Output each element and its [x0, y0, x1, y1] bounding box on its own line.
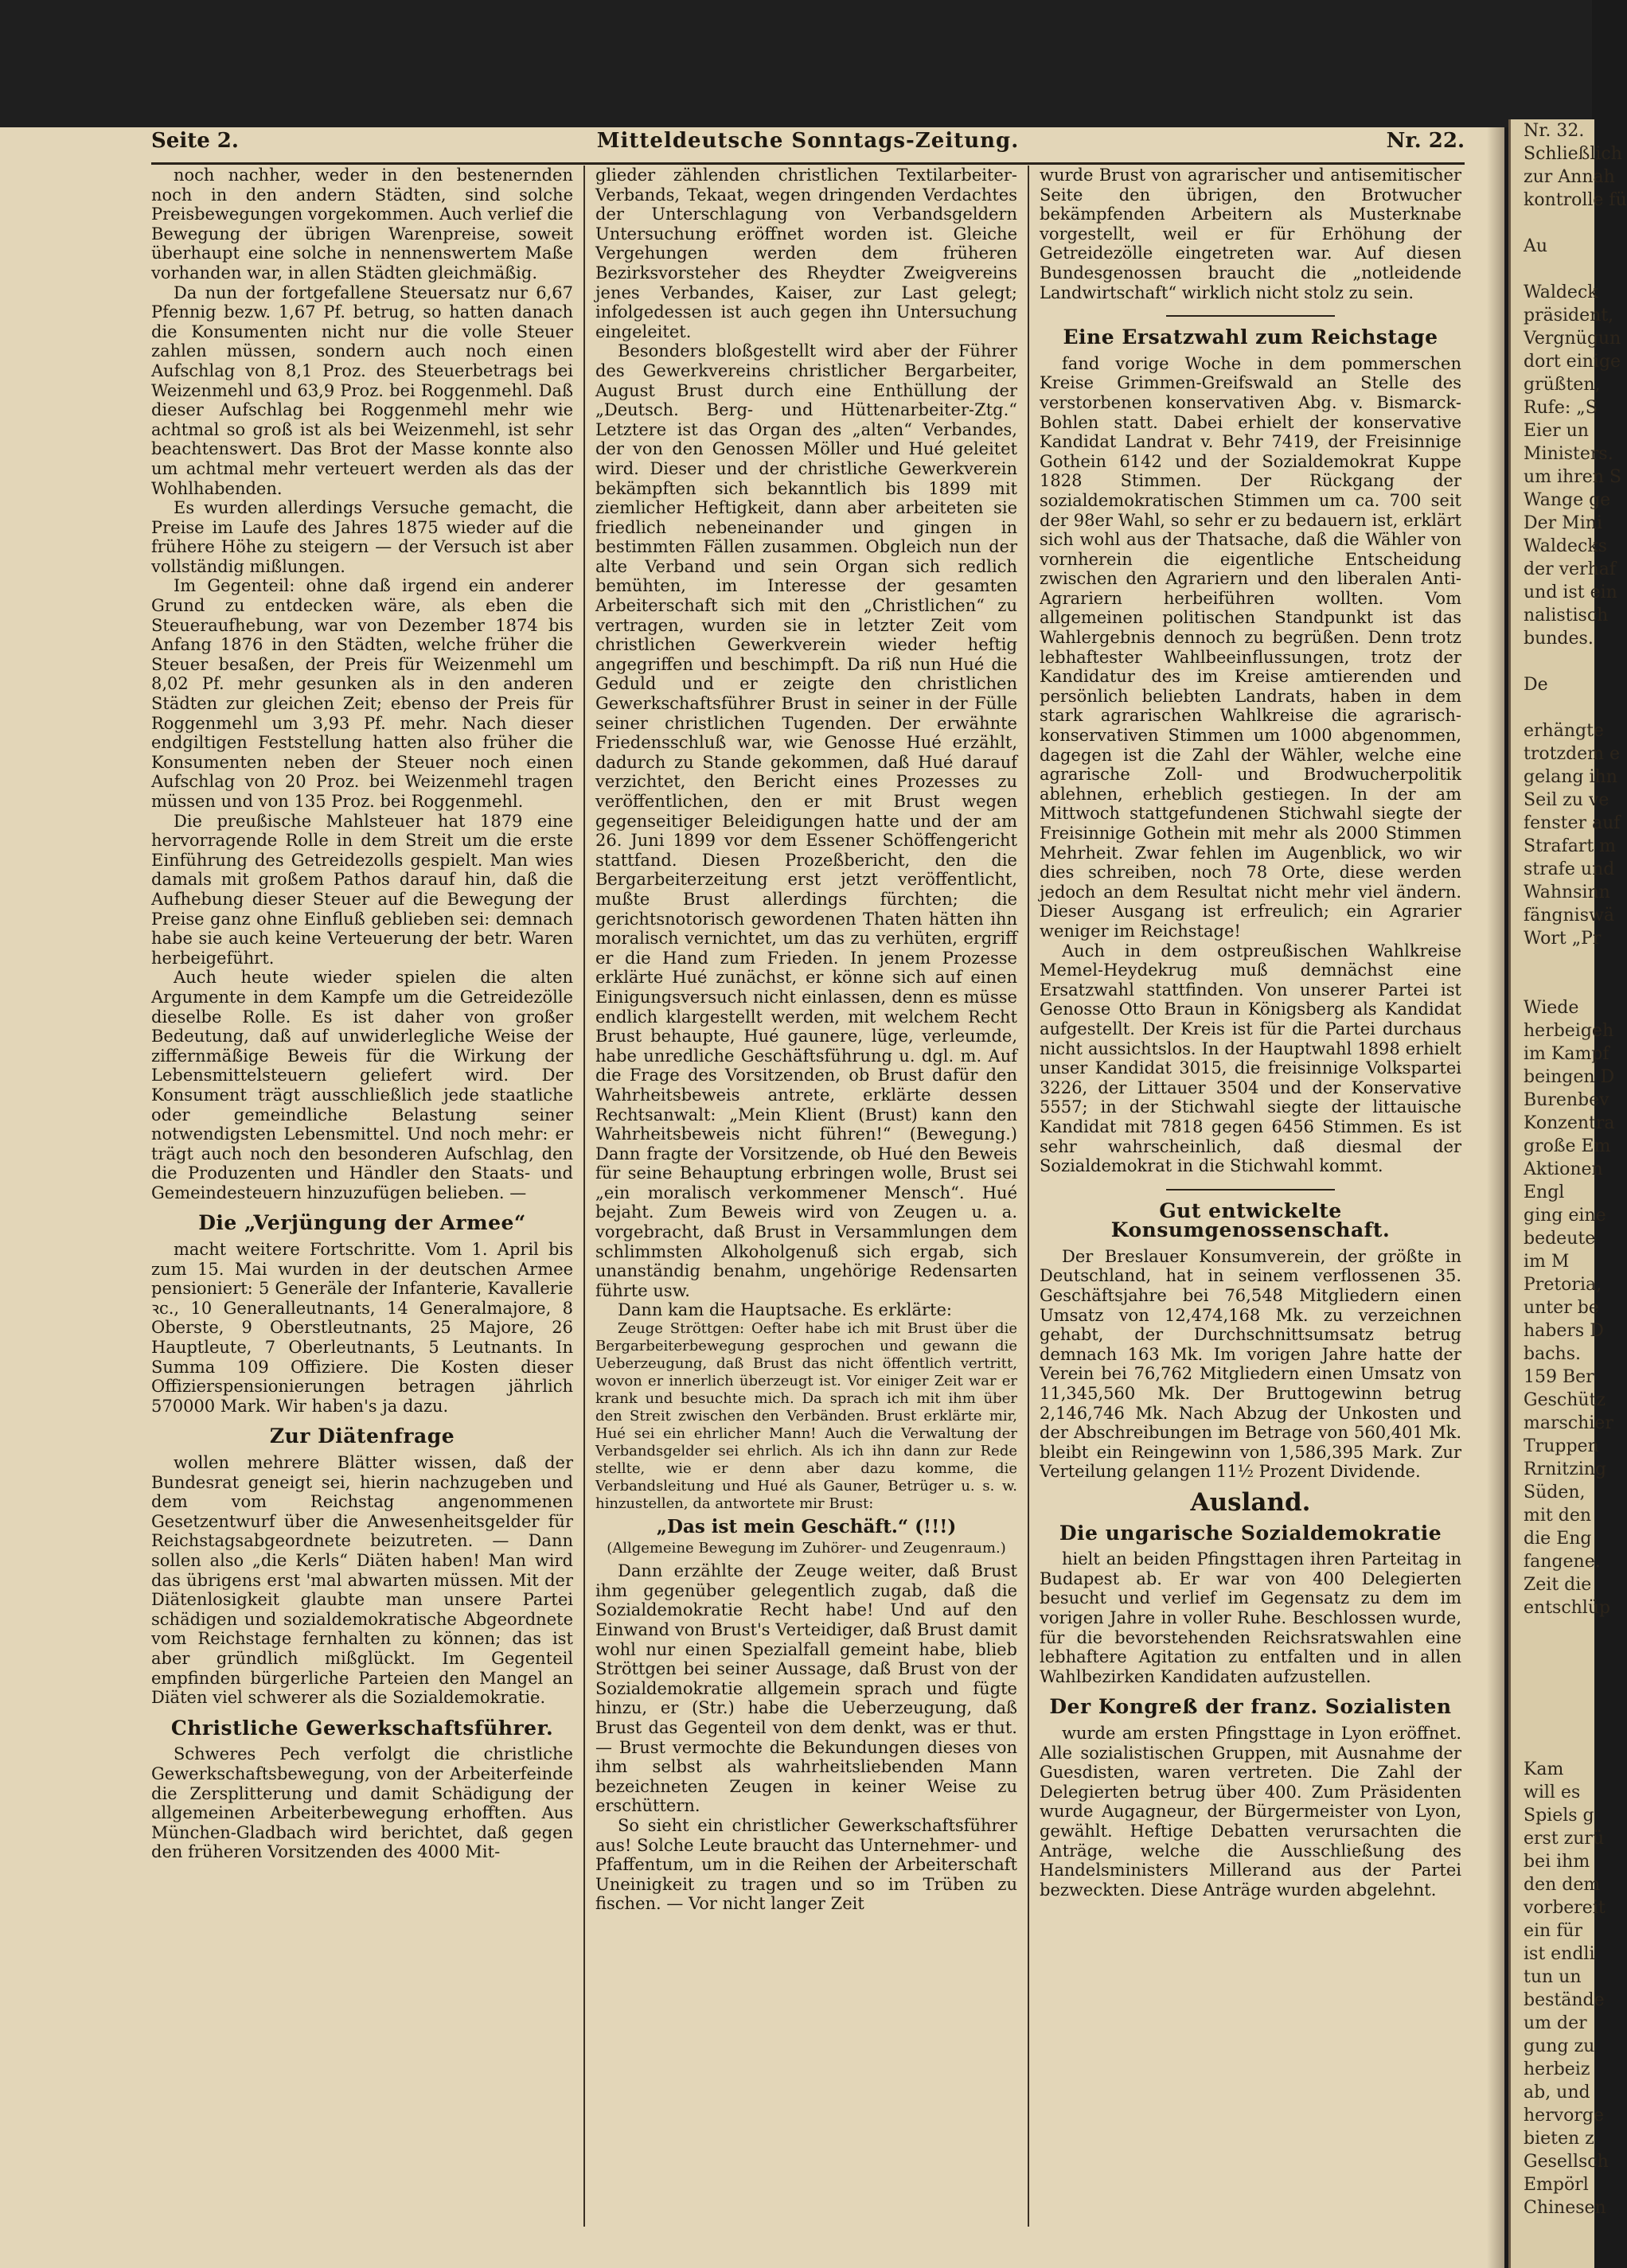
next-page-edge — [1508, 119, 1627, 2268]
next-page-fragment — [1511, 1689, 1594, 1712]
article-paragraph: wurde am ersten Pfingsttage in Lyon eröffnet. Alle sozialistischen Gruppen, mit Ausnahme der Guesdisten, waren vertreten. Die Zahl der Delegierten betrug über 400. Zum Präsidenten wurde Augagneur, der Bürgermeister von Lyon, gewählt. Heftige Debatten verursachten die Anträge, welche die Ausschließung des Handelsministers Millerand aus der Partei bezweckten. Diese Anträge wurden abgelehnt. — [1040, 1723, 1461, 1900]
article-paragraph: hielt an beiden Pfingsttagen ihren Parteitag in Budapest ab. Er war von 400 Delegierten besucht und verlief im Gegensatz zu dem im vorigen Jahre in voller Ruhe. Beschlossen wurde, für die bevorstehenden Reichsratswahlen eine lebhaftere Agitation zu entfalten und in allen Wahlbezirken Kandidaten aufzustellen. — [1040, 1549, 1461, 1686]
next-page-fragment: Eier un — [1524, 421, 1589, 441]
next-page-fragment: den dem — [1524, 1875, 1601, 1895]
article-heading-kongress: Der Kongreß der franz. Sozialisten — [1049, 1695, 1452, 1719]
column-divider — [583, 166, 585, 2227]
next-page-fragment: will es — [1524, 1783, 1581, 1802]
next-page-fragment: Konzentra — [1524, 1113, 1615, 1133]
next-page-fragment: bedeute — [1524, 1229, 1596, 1249]
next-page-fragment: vorbereit — [1524, 1898, 1606, 1918]
next-page-fragment: fenster auf — [1524, 813, 1621, 833]
next-page-fragment: De — [1524, 675, 1548, 695]
article-paragraph: Auch heute wieder spielen die alten Argumente in dem Kampfe um die Getreidezölle dieselbe Rolle. Es ist daher von großer Bedeutung, daß auf unwiderlegliche Weise der ziffernmäßige Beweis für die Wirkung der Lebensmittelsteuern geliefert wird. Der Konsument trägt ausschließlich jede staatliche oder gemeindliche Belastung seiner notwendigsten Lebensmittel. Und noch mehr: er trägt auch noch den besonderen Aufschlag, den die Produzenten und Händler den Staats- und Gemeindesteuern hinzuzufügen belieben. — — [151, 968, 573, 1202]
article-heading-ersatzwahl: Eine Ersatzwahl zum Reichstage — [1063, 325, 1438, 349]
page-number: Seite 2. — [151, 129, 239, 153]
next-page-fragment — [1511, 1712, 1594, 1735]
next-page-fragment: präsident, — [1524, 306, 1614, 325]
article-paragraph: Dann kam die Hauptsache. Es erklärte: — [618, 1300, 952, 1320]
next-page-fragment: trotzdem e — [1524, 744, 1621, 764]
next-page-fragment: ging eine — [1524, 1206, 1606, 1226]
next-page-fragment — [1511, 950, 1594, 973]
next-page-fragment: um der — [1524, 2013, 1587, 2033]
next-page-fragment: Aktionen — [1524, 1159, 1603, 1179]
next-page-fragment: Zeit die — [1524, 1575, 1592, 1595]
next-page-fragment: Burenbev — [1524, 1090, 1609, 1110]
next-page-fragment: Chinesen — [1524, 2198, 1606, 2218]
next-page-fragment: 159 Ber — [1524, 1367, 1594, 1387]
next-page-fragment: erhängte — [1524, 721, 1604, 741]
next-page-fragment: gung zu — [1524, 2036, 1595, 2056]
column-3 — [1040, 166, 1461, 2227]
next-page-fragment: strafe und — [1524, 859, 1615, 879]
section-heading-ausland: Ausland. — [1190, 1488, 1311, 1517]
next-page-fragment: Spiels g — [1524, 1806, 1594, 1826]
article-heading-konsum: Gut entwickelte Konsumgenossenschaft. — [1110, 1198, 1391, 1242]
quote-heading: „Das ist mein Geschäft.“ (!!!) — [656, 1516, 957, 1538]
next-page-fragment: bundes. — [1524, 629, 1594, 649]
next-page-fragment: erst zurü — [1524, 1829, 1605, 1849]
next-page-fragment — [1511, 696, 1594, 719]
article-paragraph: Die preußische Mahlsteuer hat 1879 eine hervorragende Rolle in dem Streit um die erste Einführung des Getreidezolls gespielt. Man wies damals mit großem Pathos darauf hin, daß die Aufhebung dieser Steuer auf die Bewegung der Preise ganz ohne Einfluß geblieben sei: demnach habe sie auch keine Verteuerung der betr. Waren herbeigeführt. — [151, 811, 573, 968]
next-page-fragment — [1511, 650, 1594, 673]
section-divider — [1166, 1189, 1335, 1191]
article-paragraph: Es wurden allerdings Versuche gemacht, die Preise im Laufe des Jahres 1875 wieder auf die frühere Höhe zu steigern — der Versuch ist aber vollständig mißlungen. — [151, 498, 573, 576]
article-paragraph: Besonders bloßgestellt wird aber der Führer des Gewerkvereins christlicher Bergarbeiter, August Brust durch eine Enthüllung der „Deutsch. Berg- und Hüttenarbeiter-Ztg.“ Letztere ist das Organ des „alten“ Verbandes, der von den Genossen Möller und Hué geleitet wird. Dieser und der christliche Gewerkverein bekämpften sich bekanntlich bis 1899 mit ziemlicher Heftigkeit, dann aber arbeiteten sie friedlich nebeneinander und gingen in bestimmten Fällen zusammen. Obgleich nun der alte Verband und sein Organ sich redlich bemühten, im Interesse der gesamten Arbeiterschaft sich mit den „Christlichen“ zu vertragen, wurden sie in letzter Zeit vom christlichen Gewerkverein wieder heftig angegriffen und beschimpft. Da riß nun Hué die Geduld und er zeigte den christlichen Gewerkschaftsführer Brust in seiner in der Fülle seiner christlichen Tugenden. Der erwähnte Friedensschluß war, wie Genosse Hué erzählt, dadurch zu Stande gekommen, daß Hué darauf verzichtet, den Bericht eines Prozesses zu veröffentlichen, den er mit Brust wegen gegenseitiger Beleidigungen hatte und der am 26. Juni 1899 vor dem Essener Schöffengericht stattfand. Diesen Prozeßbericht, den die Bergarbeiterzeitung erst jetzt veröffentlicht, mußte Brust allerdings fürchten; die gerichtsnotorisch gewordenen Thaten hätten ihn moralisch vernichtet, um das zu verhüten, ergriff er die Hand zum Frieden. In jenem Prozesse erklärte Hué zunächst, er könne sich auf einen Einigungsversuch nicht einlassen, denn es müsse endlich klargestellt werden, mit welchem Recht Brust behaupte, Hué gaunere, lüge, verleumde, habe unredliche Geschäftsführung u. dgl. m. Auf die Frage des Vorsitzenden, ob Brust dafür den Wahrheitsbeweis antrete, erklärte dessen Rechtsanwalt: „Mein Klient (Brust) kann den Wahrheitsbeweis nicht führen!“ (Bewegung.) Dann fragte der Vorsitzende, ob Hué den Beweis für seine Behauptung erbringen wolle, Brust sei „ein moralisch verkommener Mensch“. Hué bejaht. Zum Beweis wird von Zeugen u. a. vorgebracht, daß Brust in Versammlungen dem schlimmsten Alkoholgenuß sich ergab, sich unanständig benahm, ungehörige Redensarten führte usw. — [595, 341, 1017, 1300]
column-2 — [595, 166, 1017, 2227]
next-page-fragment: ist endli — [1524, 1944, 1595, 1964]
article-paragraph: Dann erzählte der Zeuge weiter, daß Brust ihm gegenüber gelegentlich zugab, daß die Sozialdemokratie Recht habe! Und auf den Einwand von Brust's Verteidiger, daß Brust damit wohl nur einen Spezialfall gemeint habe, blieb Ströttgen bei seiner Aussage, daß Brust von der Sozialdemokratie allgemein sprach und fügte hinzu, er (Str.) habe die Ueberzeugung, daß Brust das Gegenteil von dem denkt, was er thut. — Brust vermochte die Bekundungen dieses von ihm selbst als wahrheitsliebenden Mann bezeichneten Zeugen in keiner Weise zu erschüttern. — [595, 1561, 1017, 1816]
next-page-fragment: ein für — [1524, 1921, 1583, 1941]
next-page-fragment: Au — [1524, 236, 1548, 256]
article-paragraph: Auch in dem ostpreußischen Wahlkreise Memel-Heydekrug muß demnächst eine Ersatzwahl stattfinden. Von unserer Partei ist Genosse Otto Braun in Königsberg als Kandidat aufgestellt. Der Kreis ist für die Partei durchaus nicht aussichtslos. In der Hauptwahl 1898 erhielt unser Kandidat 3015, die freisinnige Volkspartei 3226, der Littauer 3504 und der Konservative 5557; in der Stichwahl siegte der littauische Kandidat mit 7818 gegen 6456 Stimmen. Es ist sehr wahrscheinlich, daß diesmal der Sozialdemokrat in die Stichwahl kommt. — [1040, 941, 1461, 1176]
next-page-fragment: Empörl — [1524, 2175, 1589, 2195]
next-page-fragment: bieten z — [1524, 2129, 1594, 2149]
next-page-fragment: bei ihm — [1524, 1852, 1590, 1872]
next-page-fragment: zur Annah — [1524, 167, 1615, 187]
next-page-fragment — [1511, 1735, 1594, 1758]
next-page-fragment: Der Mini — [1524, 513, 1602, 533]
article-paragraph: Im Gegenteil: ohne daß irgend ein anderer Grund zu entdecken wäre, als eben die Steueraufhebung, war von Dezember 1874 bis Anfang 1876 in den Städten, welche früher die Steuer besaßen, der Preis für Weizenmehl um 8,02 Pf. mehr gesunken als in den anderen Städten zur gleichen Zeit; ebenso der Preis für Roggenmehl um 3,93 Pf. mehr. Nach dieser endgiltigen Feststellung hatten also früher die Konsumenten neben der Steuer noch einen Aufschlag von 20 Proz. bei Weizenmehl tragen müssen und von 135 Proz. bei Roggenmehl. — [151, 576, 573, 811]
page-gutter-shadow — [1487, 119, 1504, 2268]
next-page-fragment: habers D — [1524, 1321, 1604, 1341]
next-page-fragment — [1511, 973, 1594, 996]
article-heading-armee: Die „Verjüngung der Armee“ — [198, 1211, 526, 1235]
next-page-fragment: Wort „Pr — [1524, 929, 1602, 949]
next-page-fragment: grüßten, — [1524, 375, 1601, 395]
next-page-fragment — [1511, 1619, 1594, 1643]
next-page-fragment: herbeiz — [1524, 2060, 1590, 2079]
column-1 — [151, 166, 573, 2227]
next-page-fragment: kontrolle fü — [1524, 190, 1627, 210]
newspaper-title: Mitteldeutsche Sonntags-Zeitung. — [596, 129, 1020, 153]
article-paragraph: So sieht ein christlicher Gewerkschaftsführer aus! Solche Leute braucht das Unternehmer- und Pfaffentum, um in die Reihen der Arbeiterschaft Uneinigkeit zu tragen und so im Trüben zu fischen. — Vor nicht langer Zeit — [595, 1815, 1017, 1914]
article-paragraph: Da nun der fortgefallene Steuersatz nur 6,67 Pfennig bezw. 1,67 Pf. betrug, so hatten danach die Konsumenten nicht nur die volle Steuer zahlen müssen, sondern auch noch einen Aufschlag von 8,1 Proz. des Steuerbetrags bei Weizenmehl und 63,9 Proz. bei Roggenmehl. Daß dieser Aufschlag bei Roggenmehl mehr wie achtmal so groß ist als bei Weizenmehl, ist sehr beachtenswert. Das Brot der Masse konnte also um achtmal mehr verteuert werden als das der Wohlhabenden. — [151, 283, 573, 498]
witness-testimony: Zeuge Ströttgen: Oefter habe ich mit Brust über die Bergarbeiterbewegung gesprochen und gewann die Ueberzeugung, daß Brust das nicht öffentlich vertritt, wovon er innerlich überzeugt ist. Vor einiger Zeit war er krank und besuchte mich. Da sprach ich mit ihm über den Streit zwischen den Verbänden. Brust erklärte mir, Hué sei ein ehrlicher Mann! Auch die Verwaltung der Verbandsgelder sei ehrlich. Als ich ihn dann zur Rede stellte, wie er denn aber dazu komme, die Verbandsleitung und Hué als Gauner, Betrüger u. s. w. hinzustellen, da antwortete mir Brust: — [595, 1320, 1017, 1513]
next-page-fragment: entschlüp — [1524, 1598, 1611, 1618]
next-page-fragment: Schließlich — [1524, 144, 1622, 164]
next-page-fragment: ab, und — [1524, 2083, 1590, 2102]
next-page-fragment: beingen D — [1524, 1067, 1615, 1087]
next-page-fragment: Vergnügun — [1524, 329, 1621, 349]
article-paragraph: glieder zählenden christlichen Textilarbeiter-Verbands, Tekaat, wegen dringenden Verdachtes der Unterschlagung von Verbandsgeldern Untersuchung eröffnet worden ist. Gleiche Vergehungen werden dem früheren Bezirksvorsteher des Rheydter Zweigvereins jenes Verbandes, Kaiser, zur Last gelegt; infolgedessen ist auch gegen ihn Untersuchung eingeleitet. — [595, 166, 1017, 341]
next-page-fragment: marschier — [1524, 1413, 1613, 1433]
next-page-fragment: herbeigeh — [1524, 1021, 1614, 1041]
next-page-fragment — [1511, 212, 1594, 235]
next-page-fragment: Pretoria, — [1524, 1275, 1602, 1295]
next-page-fragment — [1511, 258, 1594, 281]
article-paragraph: macht weitere Fortschritte. Vom 1. April bis zum 15. Mai wurden in der deutschen Armee pensioniert: 5 Generäle der Infanterie, Kavallerie ꝛc., 10 Generalleutnants, 14 Generalmajore, 8 Oberste, 9 Oberstleutnants, 25 Majore, 26 Hauptleute, 7 Oberleutnants, 5 Leutnants. In Summa 109 Offiziere. Die Kosten dieser Offizierspensionierungen betragen jährlich 570000 Mark. Wir haben's ja dazu. — [151, 1240, 573, 1416]
next-page-fragment: mit den — [1524, 1506, 1592, 1526]
article-paragraph: noch nachher, weder in den bestenernden noch in den andern Städten, sind solche Preisbewegungen vorgekommen. Auch verlief die Bewegung der übrigen Warenpreise, soweit überhaupt eine solche in nennenswertem Maße vorhanden war, in allen Städten gleichmäßig. — [151, 166, 573, 283]
next-page-fragment: Nr. 32. — [1524, 121, 1585, 141]
next-page-fragment: gelang ihn — [1524, 767, 1617, 787]
next-page-fragment: Süden, — [1524, 1483, 1586, 1502]
next-page-fragment: Strafart m — [1524, 836, 1617, 856]
next-page-fragment: unter be — [1524, 1298, 1599, 1318]
next-page-fragment: fängniswä — [1524, 906, 1614, 926]
next-page-fragment — [1511, 1643, 1594, 1666]
article-heading-diaeten: Zur Diätenfrage — [269, 1424, 455, 1448]
next-page-fragment: Waldecks — [1524, 536, 1607, 556]
next-page-fragment: Ministers. — [1524, 444, 1613, 464]
next-page-fragment: Gesellsch — [1524, 2152, 1609, 2172]
article-heading-gewerkschaft: Christliche Gewerkschaftsführer. — [170, 1716, 554, 1740]
next-page-fragment: Geschütz — [1524, 1390, 1606, 1410]
next-page-fragment: dort einige — [1524, 352, 1621, 372]
next-page-fragment: im Kampf — [1524, 1044, 1609, 1064]
next-page-fragment: und ist ein — [1524, 583, 1617, 602]
next-page-fragment: um ihren S — [1524, 467, 1621, 487]
next-page-fragment: Truppen — [1524, 1436, 1599, 1456]
next-page-fragment: Kam — [1524, 1759, 1564, 1779]
next-page-fragment: hervorge — [1524, 2106, 1604, 2126]
next-page-fragment: nalistisch — [1524, 606, 1609, 625]
next-page-fragment: fangene. — [1524, 1552, 1601, 1572]
next-page-fragment: große Em — [1524, 1136, 1611, 1156]
next-page-fragment — [1511, 1666, 1594, 1689]
page-header — [151, 126, 1465, 165]
next-page-fragment: Engl — [1524, 1183, 1565, 1202]
next-page-fragment: tun un — [1524, 1967, 1582, 1987]
quote-note: (Allgemeine Bewegung im Zuhörer- und Zeugenraum.) — [607, 1539, 1006, 1557]
section-divider — [1166, 315, 1335, 317]
next-page-fragment: Seil zu ve — [1524, 790, 1609, 810]
next-page-fragment: Rrnitzing — [1524, 1459, 1607, 1479]
next-page-fragment: im M — [1524, 1252, 1570, 1272]
article-paragraph: wollen mehrere Blätter wissen, daß der Bundesrat geneigt sei, hierin nachzugeben und dem vom Reichstag angenommenen Gesetzentwurf über die Anwesenheitsgelder für Reichstagsabgeordnete beizutreten. — Dann sollen also „die Kerls“ Diäten haben! Man wird das übrigens erst 'mal abwarten müssen. Mit der Diätenlosigkeit glaubte man unsere Partei schädigen und sozialdemokratische Abgeordnete vom Reichstage fernhalten zu können; das ist aber gründlich mißglückt. Im Gegenteil empfinden bürgerliche Parteien den Mangel an Diäten viel schwerer als die Sozialdemokratie. — [151, 1453, 573, 1708]
scan-background — [0, 0, 1592, 127]
article-paragraph: fand vorige Woche in dem pommerschen Kreise Grimmen-Greifswald an Stelle des verstorbenen konservativen Abg. v. Bismarck-Bohlen statt. Dabei erhielt der konservative Kandidat Landrat v. Behr 7419, der Freisinnige Gothein 6142 und der Sozialdemokrat Kuppe 1828 Stimmen. Der Rückgang der sozialdemokratischen Stimmen um ca. 700 seit der 98er Wahl, so sehr er zu bedauern ist, erklärt sich wohl aus der Thatsache, daß die Wähler von vornherein die eigentliche Entscheidung zwischen den Agrariern und den liberalen Anti-Agrariern herbeiführen wollten. Vom allgemeinen politischen Standpunkt ist das Wahlergebnis dennoch zu begrüßen. Denn trotz lebhaftester Wahlbeeinflussungen, trotz der Kandidatur des im Kreise amtierenden und persönlich beliebten Landrats, haben in dem stark agrarischen Wahlkreise die agrarisch-konservativen Stimmen um 1000 abgenommen, dagegen ist die Zahl der Wähler, welche eine agrarische Zoll- und Brodwucherpolitik ablehnen, erheblich gestiegen. In der am Mittwoch stattgefundenen Stichwahl siegte der Freisinnige Gothein mit mehr als 2000 Stimmen Mehrheit. Zwar fehlen im Augenblick, wo wir dies schreiben, noch 78 Orte, diese werden jedoch an dem Resultat nicht mehr viel ändern. Dieser Ausgang ist erfreulich; ein Agrarier weniger im Reichstage! — [1040, 353, 1461, 941]
article-paragraph: Schweres Pech verfolgt die christliche Gewerkschaftsbewegung, von der Arbeiterfeinde die Zersplitterung und damit Schädigung der allgemeinen Arbeiterbewegung erhofften. Aus München-Gladbach wird berichtet, daß gegen den früheren Vorsitzenden des 4000 Mit- — [151, 1744, 573, 1862]
next-page-fragment: Wahnsinn — [1524, 883, 1610, 902]
next-page-fragment: der verhaf — [1524, 559, 1617, 579]
article-paragraph: wurde Brust von agrarischer und antisemitischer Seite den übrigen, den Brotwucher bekämpfenden Arbeitern als Musterknabe vorgestellt, weil er für Erhöhung der Getreidezölle eingetreten war. Auf diesen Bundesgenossen braucht die „notleidende Landwirtschaft“ wirklich nicht stolz zu sein. — [1040, 166, 1461, 302]
next-page-fragment: Wiede — [1524, 998, 1579, 1018]
next-page-fragment: Rufe: „S — [1524, 398, 1598, 418]
next-page-fragment: bestände — [1524, 1990, 1605, 2010]
next-page-fragment: die Eng — [1524, 1529, 1592, 1549]
column-divider — [1028, 166, 1029, 2227]
article-paragraph: Der Breslauer Konsumverein, der größte in Deutschland, hat in seinem verflossenen 35. Geschäftsjahre bei 76,548 Mitgliedern einen Umsatz von 12,474,168 Mk. zu verzeichnen gehabt, der Durchschnittsumsatz betrug demnach 163 Mk. Im vorigen Jahre hatte der Verein bei 76,762 Mitgliedern einen Umsatz von 11,345,560 Mk. Der Bruttogewinn betrug 2,146,746 Mk. Nach Abzug der Unkosten und der Abschreibungen im Betrage von 560,401 Mk. bleibt ein Reingewinn von 1,586,395 Mark. Zur Verteilung gelangen 11½ Prozent Dividende. — [1040, 1246, 1461, 1482]
next-page-fragment: bachs. — [1524, 1344, 1581, 1364]
next-page-fragment: Wange ge — [1524, 490, 1611, 510]
next-page-fragment: Waldeck — [1524, 283, 1598, 302]
issue-number: Nr. 22. — [1386, 129, 1465, 153]
article-heading-ungarn: Die ungarische Sozialdemokratie — [1059, 1521, 1442, 1545]
